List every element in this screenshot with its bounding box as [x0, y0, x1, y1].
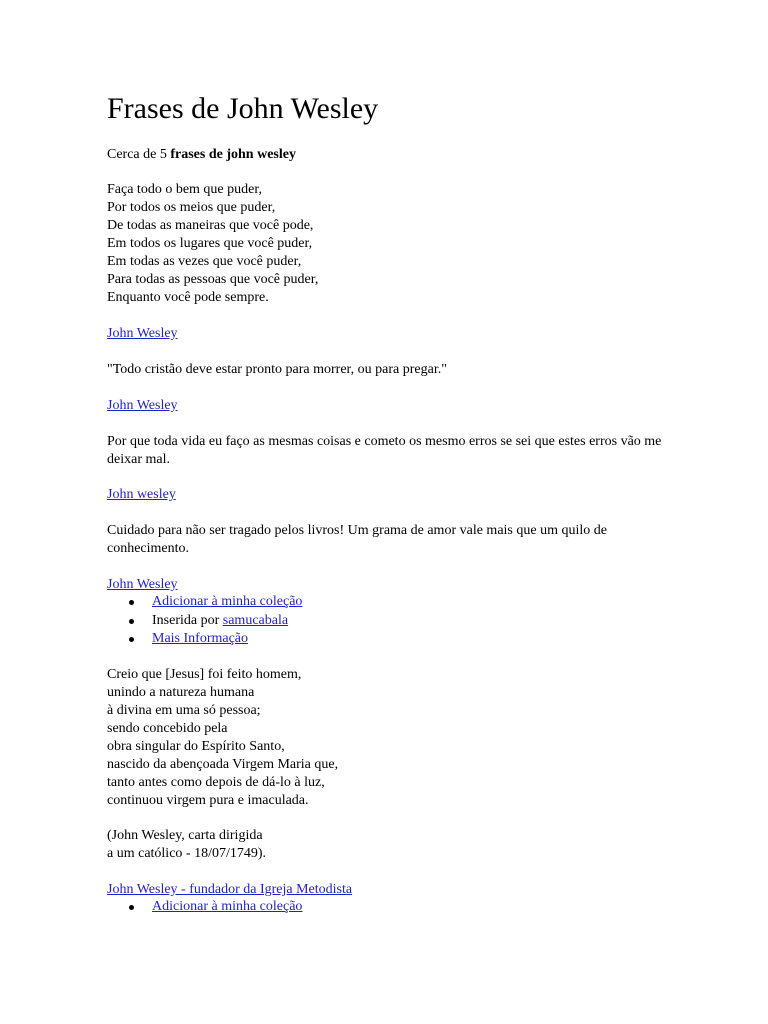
bullet-icon — [129, 905, 134, 910]
quote-line: Em todos os lugares que você puder, — [107, 236, 313, 251]
quote-line: Creio que [Jesus] foi feito homem, — [107, 667, 302, 682]
quote-line: Por todos os meios que puder, — [107, 200, 276, 215]
quote-line: tanto antes como depois de dá-lo à luz, — [107, 775, 325, 790]
quote-line: Enquanto você pode sempre. — [107, 290, 269, 305]
bullet-icon — [129, 619, 134, 624]
quote-5-text — [107, 666, 338, 810]
author-link[interactable]: John Wesley - fundador da Igreja Metodista — [107, 882, 353, 897]
quote-line: sendo concebido pela — [107, 721, 228, 736]
bullet-icon — [129, 637, 134, 642]
add-to-collection-link[interactable]: Adicionar à minha coleção — [152, 899, 303, 914]
quote-line: nascido da abençoada Virgem Maria que, — [107, 757, 339, 772]
citation-line: (John Wesley, carta dirigida — [107, 828, 263, 843]
citation-line: a um católico - 18/07/1749). — [107, 846, 267, 861]
quote-5-citation — [107, 827, 266, 863]
quote-line: De todas as maneiras que você pode, — [107, 218, 314, 233]
list-item — [107, 593, 302, 612]
quote-4-author — [107, 576, 178, 594]
quote-5-actions — [107, 898, 302, 917]
results-summary — [107, 146, 296, 164]
quote-2-author — [107, 397, 178, 415]
quote-2-text: "Todo cristão deve estar pronto para morrer, ou para pregar." — [107, 362, 447, 377]
user-link[interactable]: samucabala — [222, 612, 289, 628]
quote-line: unindo a natureza humana — [107, 685, 255, 700]
quote-line: Para todas as pessoas que você puder, — [107, 272, 319, 287]
list-item — [107, 612, 302, 631]
quote-line: continuou virgem pura e imaculada. — [107, 793, 309, 808]
quote-4-text: Cuidado para não ser tragado pelos livros! Um grama de amor vale mais que um quilo de conhecimento. — [107, 523, 607, 556]
add-to-collection-link[interactable]: Adicionar à minha coleção — [152, 594, 303, 609]
author-link[interactable]: John Wesley — [107, 326, 178, 341]
author-link[interactable]: John wesley — [107, 487, 176, 502]
summary-keyword: frases de john wesley — [170, 147, 296, 162]
quote-line: Em todas as vezes que você puder, — [107, 254, 302, 269]
quote-5-author — [107, 881, 352, 899]
quote-3-author — [107, 486, 176, 504]
quote-1-author — [107, 325, 178, 343]
quote-4-actions — [107, 593, 302, 649]
quote-line: obra singular do Espírito Santo, — [107, 739, 285, 754]
page-title: Frases de John Wesley — [107, 92, 379, 125]
bullet-icon — [129, 600, 134, 605]
quote-line: Faça todo o bem que puder, — [107, 182, 262, 197]
author-link[interactable]: John Wesley — [107, 577, 178, 592]
author-link[interactable]: John Wesley — [107, 398, 178, 413]
summary-prefix: Cerca de 5 — [107, 147, 171, 162]
quote-line: à divina em uma só pessoa; — [107, 703, 261, 718]
list-item — [107, 898, 302, 917]
more-info-link[interactable]: Mais Informação — [152, 631, 249, 646]
quote-1-text — [107, 181, 318, 307]
list-item — [107, 630, 302, 649]
inserted-by-label: Inserida por — [152, 612, 223, 628]
quote-3-text: Por que toda vida eu faço as mesmas coisas e cometo os mesmo erros se sei que estes erros vão me deixar mal. — [107, 434, 662, 467]
